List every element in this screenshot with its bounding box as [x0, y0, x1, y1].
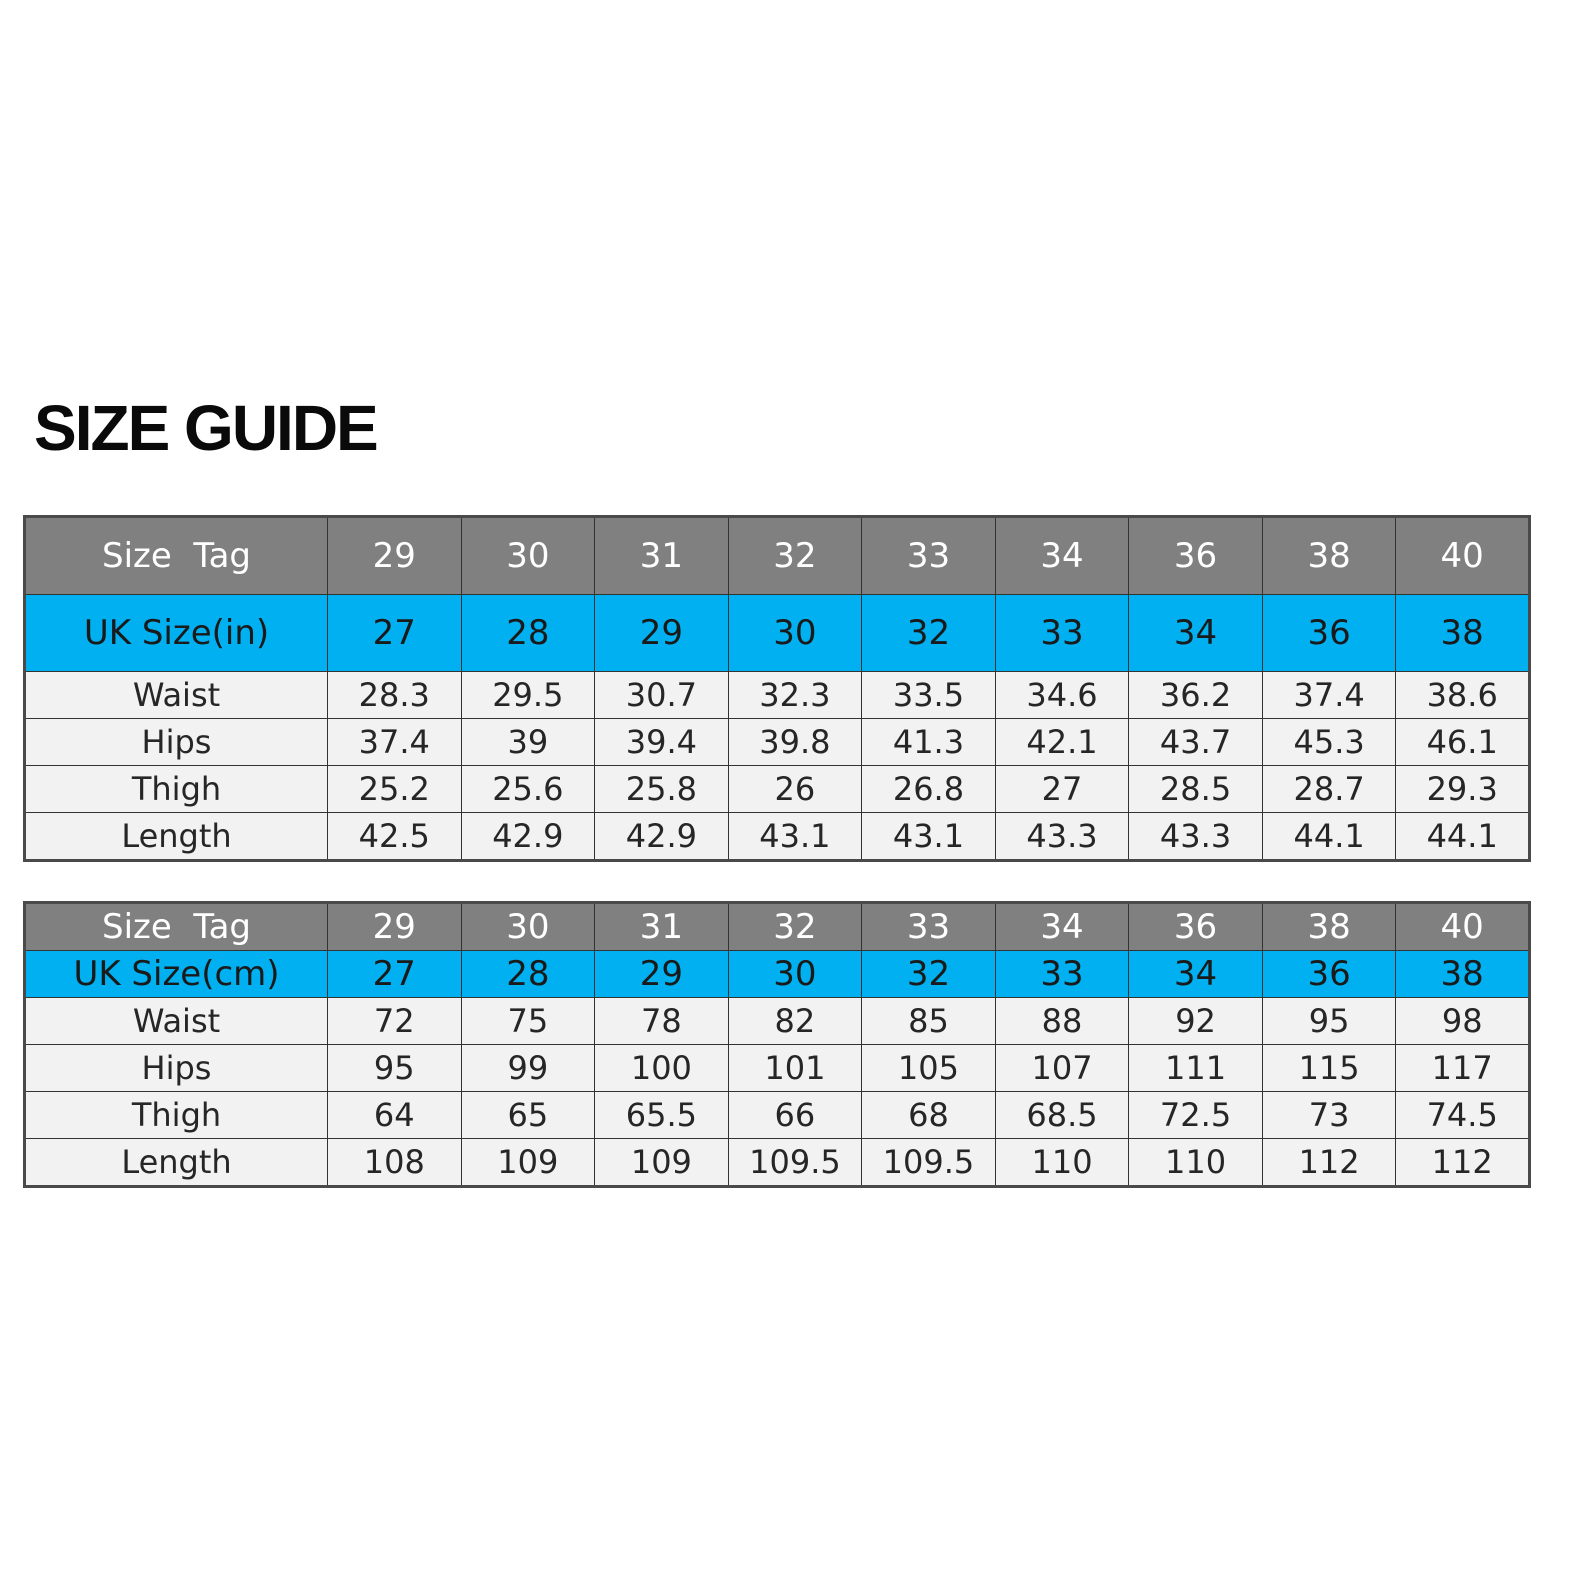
measurement-cell: 45.3: [1262, 719, 1396, 766]
measurement-row-thigh: [25, 1092, 1530, 1139]
measurement-cell: 109: [595, 1139, 729, 1187]
measurement-cell: 68.5: [995, 1092, 1129, 1139]
size-tag-cell: 30: [461, 903, 595, 951]
uk-size-cell: 38: [1396, 951, 1530, 998]
measurement-cell: 73: [1262, 1092, 1396, 1139]
measurement-cell: 111: [1129, 1045, 1263, 1092]
size-table-cm: [23, 901, 1531, 1188]
measurement-cell: 37.4: [1262, 672, 1396, 719]
measurement-label: Hips: [25, 719, 328, 766]
size-tag-cell: 31: [595, 517, 729, 595]
size-tag-label: Size Tag: [25, 517, 328, 595]
uk-size-cell: 36: [1262, 951, 1396, 998]
measurement-cell: 92: [1129, 998, 1263, 1045]
measurement-cell: 42.1: [995, 719, 1129, 766]
measurement-row-waist: [25, 998, 1530, 1045]
measurement-label: Thigh: [25, 766, 328, 813]
measurement-label: Waist: [25, 672, 328, 719]
measurement-cell: 41.3: [862, 719, 996, 766]
measurement-row-hips: [25, 719, 1530, 766]
measurement-cell: 115: [1262, 1045, 1396, 1092]
measurement-cell: 43.1: [862, 813, 996, 861]
uk-size-cell: 30: [728, 595, 862, 672]
measurement-cell: 43.7: [1129, 719, 1263, 766]
measurement-cell: 44.1: [1262, 813, 1396, 861]
uk-size-cell: 28: [461, 951, 595, 998]
measurement-cell: 39.8: [728, 719, 862, 766]
measurement-cell: 88: [995, 998, 1129, 1045]
measurement-cell: 74.5: [1396, 1092, 1530, 1139]
size-tag-cell: 36: [1129, 903, 1263, 951]
measurement-cell: 117: [1396, 1045, 1530, 1092]
page-title: SIZE GUIDE: [34, 392, 377, 464]
measurement-cell: 39.4: [595, 719, 729, 766]
size-tag-cell: 38: [1262, 517, 1396, 595]
size-tag-cell: 33: [862, 517, 996, 595]
measurement-label: Length: [25, 813, 328, 861]
measurement-cell: 43.3: [995, 813, 1129, 861]
size-tag-cell: 32: [728, 903, 862, 951]
uk-size-cell: 30: [728, 951, 862, 998]
uk-size-cell: 34: [1129, 951, 1263, 998]
size-tag-cell: 32: [728, 517, 862, 595]
measurement-cell: 46.1: [1396, 719, 1530, 766]
measurement-cell: 68: [862, 1092, 996, 1139]
measurement-cell: 65.5: [595, 1092, 729, 1139]
measurement-cell: 25.8: [595, 766, 729, 813]
uk-size-cell: 27: [328, 595, 462, 672]
size-tag-cell: 30: [461, 517, 595, 595]
measurement-row-length: [25, 1139, 1530, 1187]
measurement-cell: 29.3: [1396, 766, 1530, 813]
measurement-cell: 95: [1262, 998, 1396, 1045]
size-tag-label: Size Tag: [25, 903, 328, 951]
measurement-cell: 33.5: [862, 672, 996, 719]
measurement-cell: 43.1: [728, 813, 862, 861]
uk-size-cell: 29: [595, 951, 729, 998]
measurement-row-hips: [25, 1045, 1530, 1092]
size-tag-cell: 34: [995, 517, 1129, 595]
measurement-cell: 112: [1396, 1139, 1530, 1187]
measurement-cell: 99: [461, 1045, 595, 1092]
measurement-row-waist: [25, 672, 1530, 719]
measurement-cell: 29.5: [461, 672, 595, 719]
measurement-cell: 78: [595, 998, 729, 1045]
measurement-cell: 26.8: [862, 766, 996, 813]
size-tag-cell: 34: [995, 903, 1129, 951]
measurement-cell: 109.5: [862, 1139, 996, 1187]
measurement-cell: 101: [728, 1045, 862, 1092]
measurement-cell: 42.9: [461, 813, 595, 861]
measurement-cell: 98: [1396, 998, 1530, 1045]
measurement-row-thigh: [25, 766, 1530, 813]
measurement-cell: 72.5: [1129, 1092, 1263, 1139]
measurement-cell: 28.7: [1262, 766, 1396, 813]
measurement-cell: 25.2: [328, 766, 462, 813]
measurement-label: Hips: [25, 1045, 328, 1092]
uk-size-label: UK Size(cm): [25, 951, 328, 998]
size-tag-row: [25, 517, 1530, 595]
measurement-cell: 82: [728, 998, 862, 1045]
measurement-cell: 107: [995, 1045, 1129, 1092]
uk-size-row: [25, 595, 1530, 672]
measurement-label: Waist: [25, 998, 328, 1045]
measurement-cell: 42.5: [328, 813, 462, 861]
measurement-cell: 34.6: [995, 672, 1129, 719]
size-tag-cell: 36: [1129, 517, 1263, 595]
measurement-cell: 25.6: [461, 766, 595, 813]
measurement-cell: 42.9: [595, 813, 729, 861]
uk-size-cell: 27: [328, 951, 462, 998]
measurement-cell: 85: [862, 998, 996, 1045]
measurement-cell: 112: [1262, 1139, 1396, 1187]
measurement-label: Length: [25, 1139, 328, 1187]
size-tag-row: [25, 903, 1530, 951]
measurement-cell: 109.5: [728, 1139, 862, 1187]
measurement-row-length: [25, 813, 1530, 861]
measurement-cell: 43.3: [1129, 813, 1263, 861]
uk-size-cell: 33: [995, 595, 1129, 672]
uk-size-cell: 32: [862, 595, 996, 672]
measurement-cell: 26: [728, 766, 862, 813]
measurement-cell: 110: [995, 1139, 1129, 1187]
uk-size-cell: 29: [595, 595, 729, 672]
measurement-cell: 100: [595, 1045, 729, 1092]
measurement-cell: 72: [328, 998, 462, 1045]
size-tag-cell: 29: [328, 517, 462, 595]
size-tag-cell: 40: [1396, 903, 1530, 951]
uk-size-cell: 36: [1262, 595, 1396, 672]
measurement-cell: 38.6: [1396, 672, 1530, 719]
uk-size-cell: 32: [862, 951, 996, 998]
measurement-cell: 36.2: [1129, 672, 1263, 719]
uk-size-cell: 28: [461, 595, 595, 672]
uk-size-cell: 34: [1129, 595, 1263, 672]
measurement-cell: 28.3: [328, 672, 462, 719]
uk-size-label: UK Size(in): [25, 595, 328, 672]
measurement-cell: 64: [328, 1092, 462, 1139]
size-tag-cell: 40: [1396, 517, 1530, 595]
uk-size-cell: 33: [995, 951, 1129, 998]
measurement-cell: 66: [728, 1092, 862, 1139]
measurement-cell: 105: [862, 1045, 996, 1092]
measurement-cell: 75: [461, 998, 595, 1045]
measurement-label: Thigh: [25, 1092, 328, 1139]
measurement-cell: 44.1: [1396, 813, 1530, 861]
measurement-cell: 39: [461, 719, 595, 766]
size-tag-cell: 31: [595, 903, 729, 951]
measurement-cell: 27: [995, 766, 1129, 813]
size-table-inches: [23, 515, 1531, 862]
measurement-cell: 95: [328, 1045, 462, 1092]
measurement-cell: 108: [328, 1139, 462, 1187]
size-tag-cell: 38: [1262, 903, 1396, 951]
measurement-cell: 32.3: [728, 672, 862, 719]
measurement-cell: 65: [461, 1092, 595, 1139]
measurement-cell: 30.7: [595, 672, 729, 719]
measurement-cell: 28.5: [1129, 766, 1263, 813]
measurement-cell: 37.4: [328, 719, 462, 766]
measurement-cell: 110: [1129, 1139, 1263, 1187]
uk-size-cell: 38: [1396, 595, 1530, 672]
size-tag-cell: 33: [862, 903, 996, 951]
measurement-cell: 109: [461, 1139, 595, 1187]
uk-size-row: [25, 951, 1530, 998]
size-tag-cell: 29: [328, 903, 462, 951]
